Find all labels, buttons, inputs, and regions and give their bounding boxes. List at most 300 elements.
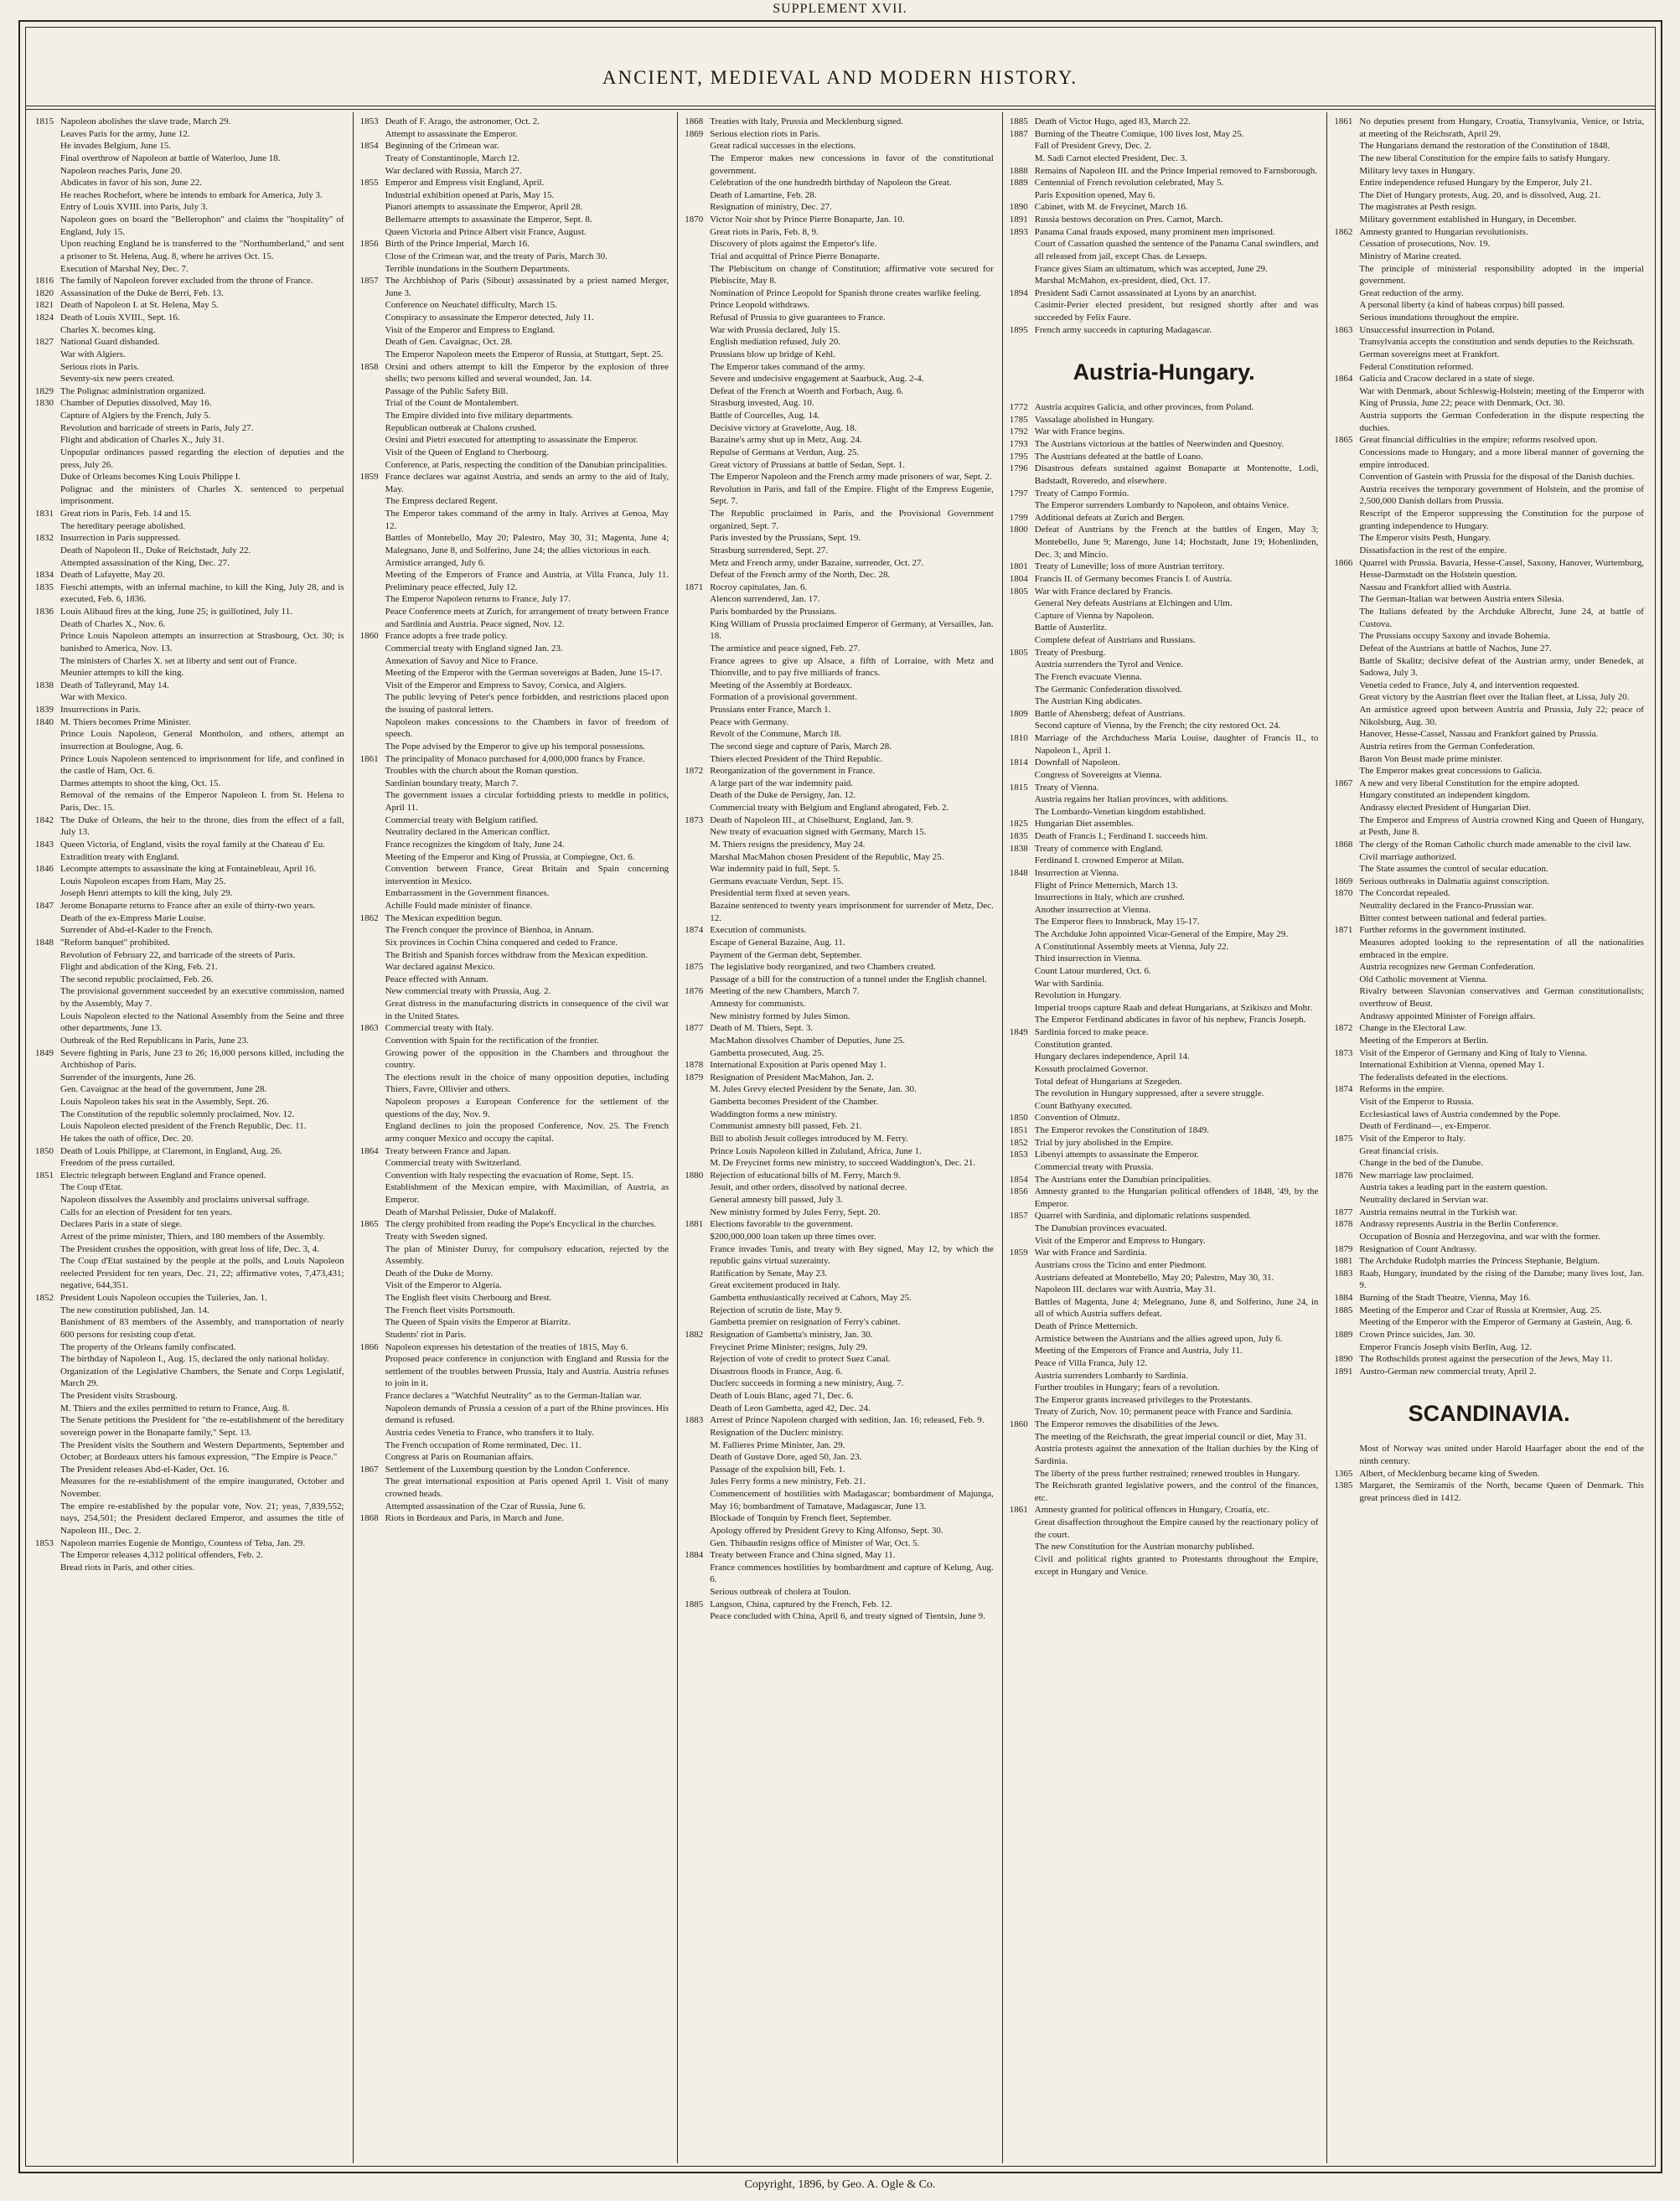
history-entry — [685, 324, 994, 337]
history-entry — [1010, 904, 1319, 917]
history-entry — [685, 1316, 994, 1329]
history-entry — [1334, 1181, 1644, 1194]
entry-year: 1839 — [35, 705, 54, 715]
entry-text: No deputies present from Hungary, Croatia, Transylvania, Venice, or Istria, at meeting of the Reichsrath, April 29. — [1359, 116, 1644, 139]
history-entry — [360, 655, 669, 668]
entry-year — [685, 1133, 710, 1145]
entry-year — [360, 1475, 385, 1500]
entry-year — [360, 1292, 385, 1305]
history-entry — [1334, 1341, 1644, 1354]
entry-text: Death of Francis I.; Ferdinand I. succeeds him. — [1034, 831, 1208, 842]
entry-text: Great reduction of the army. — [1359, 287, 1464, 298]
entry-text: The legislative body reorganized, and two Chambers created. — [710, 962, 936, 973]
entry-year: 1848 — [35, 937, 54, 948]
entry-year — [685, 691, 710, 704]
entry-year — [360, 251, 385, 263]
entry-text: The Duke of Orleans, the heir to the throne, dies from the effect of a fall, July 13. — [60, 814, 344, 838]
entry-year: 1887 — [1009, 128, 1028, 139]
history-entry — [360, 1170, 669, 1182]
history-entry — [685, 434, 994, 447]
history-entry — [1010, 128, 1319, 141]
entry-text: Payment of the German debt, September. — [710, 949, 862, 960]
entry-text: Queen Victoria, of England, visits the royal family at the Chateau d' Eu. — [60, 839, 326, 850]
history-entry — [360, 765, 669, 778]
entry-text: Strasburg invested, Aug. 10. — [710, 398, 814, 409]
entry-year — [685, 1316, 710, 1329]
entry-text: Prince Louis Napoleon, General Montholon, and others, attempt an insurrection at Boulogne, Aug. 6. — [60, 729, 344, 752]
entry-text: Austria remains neutral in the Turkish war. — [1359, 1206, 1517, 1217]
entry-year — [1010, 1235, 1035, 1248]
history-entry — [360, 336, 669, 349]
history-entry — [1334, 226, 1644, 239]
history-entry — [360, 789, 669, 814]
entry-year: 1827 — [35, 337, 54, 348]
entry-text: Meeting of the Emperor and Czar of Russia at Kremsier, Aug. 25. — [1359, 1305, 1602, 1315]
history-entry — [1010, 818, 1319, 830]
entry-year — [360, 1501, 385, 1513]
entry-text: Peace concluded with China, April 6, and treaty signed of Tientsin, June 9. — [710, 1611, 985, 1622]
history-entry — [35, 581, 344, 606]
entry-year — [685, 606, 710, 618]
supplement-label: SUPPLEMENT XVII. — [773, 2, 907, 16]
history-entry — [35, 1464, 344, 1476]
history-entry — [1334, 1010, 1644, 1023]
history-entry — [1334, 336, 1644, 349]
entry-text: Change in the bed of the Danube. — [1359, 1158, 1483, 1169]
history-entry — [35, 532, 344, 545]
entry-year — [360, 679, 385, 692]
entry-text: Sardinia forced to make peace. — [1034, 1027, 1149, 1038]
entry-text: Terrible inundations in the Southern Departments. — [385, 263, 570, 274]
history-entry — [360, 312, 669, 324]
entry-text: Settlement of the Luxemburg question by the London Conference. — [385, 1464, 630, 1475]
history-entry — [35, 471, 344, 483]
history-entry — [1334, 165, 1644, 178]
entry-text: Thiers elected President of the Third Republic. — [710, 753, 883, 764]
entry-text: The Emperor takes command of the army in Italy. Arrives at Genoa, May 12. — [385, 509, 669, 531]
entry-year: 1875 — [1334, 1133, 1353, 1144]
history-entry — [35, 814, 344, 839]
section-heading: Austria-Hungary. — [1073, 359, 1255, 385]
entry-text: Passage of the Public Safety Bill. — [385, 385, 509, 396]
entry-text: Austria cedes Venetia to France, who transfers it to Italy. — [385, 1427, 594, 1438]
history-entry — [1010, 524, 1319, 561]
entry-text: New ministry formed by Jules Simon. — [710, 1010, 850, 1021]
history-entry — [1010, 1051, 1319, 1063]
entry-text: The Austrians enter the Danubian principalities. — [1034, 1174, 1212, 1185]
entry-year: 1858 — [359, 361, 379, 372]
entry-text: The revolution in Hungary suppressed, after a severe struggle. — [1034, 1088, 1264, 1099]
history-entry — [1334, 557, 1644, 581]
entry-year — [360, 1231, 385, 1243]
history-entry — [1010, 1357, 1319, 1370]
entry-text: President Louis Napoleon occupies the Tuileries, Jan. 1. — [60, 1293, 267, 1303]
entry-year — [35, 618, 60, 631]
entry-text: Casimir-Perier elected president, but resigned shortly after and was succeeded by Felix Faure. — [1034, 300, 1319, 323]
history-entry — [1010, 1149, 1319, 1161]
entry-year: 1878 — [1334, 1219, 1353, 1230]
entry-text: German sovereigns meet at Frankfort. — [1359, 349, 1500, 359]
entry-text: Prince Louis Napoleon attempts an insurrection at Strasbourg, Oct. 30; is banished to America, Nov. 13. — [60, 631, 344, 654]
entry-year — [1334, 1194, 1359, 1206]
history-entry — [1334, 1443, 1644, 1467]
entry-text: War with France begins. — [1034, 426, 1125, 437]
entry-year — [360, 998, 385, 1022]
entry-year — [1010, 1443, 1035, 1467]
history-entry — [35, 1083, 344, 1096]
history-entry — [1010, 1541, 1319, 1553]
entry-text: Trial by jury abolished in the Empire. — [1034, 1137, 1174, 1148]
entry-year — [685, 974, 710, 986]
entry-text: Austrians defeated at Montebello, May 20; Palestro, May 30, 31. — [1034, 1272, 1274, 1283]
entry-text: The Emperor releases 4,312 political offenders, Feb. 2. — [60, 1550, 264, 1561]
entry-year — [685, 1010, 710, 1023]
history-entry — [360, 1218, 669, 1231]
entry-year — [35, 1341, 60, 1354]
history-entry — [360, 1292, 669, 1305]
history-entry — [35, 1562, 344, 1574]
entry-year: 1883 — [685, 1415, 704, 1426]
history-entry — [685, 1194, 994, 1206]
history-entry — [360, 1035, 669, 1047]
entry-text: Congress at Paris on Roumanian affairs. — [385, 1452, 534, 1463]
history-entry — [360, 900, 669, 912]
entry-text: Flight and abdication of Charles X., July 31. — [60, 435, 225, 446]
entry-text: Imperial troops capture Raab and defeat Hungarians, at Szikiszo and Mohr. — [1034, 1002, 1312, 1013]
history-entry — [685, 1366, 994, 1378]
entry-year — [360, 569, 385, 593]
entry-text: Treaty of commerce with England. — [1034, 843, 1164, 854]
entry-text: France declares a "Watchful Neutrality" as to the German-Italian war. — [385, 1391, 642, 1401]
entry-year — [1010, 140, 1035, 152]
entry-text: Marriage of the Archduchess Maria Louise, daughter of Francis II., to Napoleon I., April 1. — [1034, 733, 1319, 756]
history-entry — [685, 1451, 994, 1464]
entry-year — [360, 397, 385, 410]
entry-year — [1334, 299, 1359, 312]
entry-text: Orsini and others attempt to kill the Emperor by the explosion of three shells; two persons killed and several wounded, Jan. 14. — [385, 361, 669, 385]
entry-year — [35, 1035, 60, 1047]
history-entry — [35, 1047, 344, 1072]
entry-text: Visit of the Emperor to Italy. — [1359, 1133, 1465, 1144]
history-entry — [1334, 655, 1644, 679]
history-entry — [1010, 757, 1319, 769]
entry-text: Federal Constitution reformed. — [1359, 361, 1474, 372]
entry-text: Serious election riots in Paris. — [710, 128, 820, 139]
entry-year: 1863 — [359, 1023, 379, 1034]
history-entry — [1334, 593, 1644, 606]
entry-text: Serious inundations throughout the empire. — [1359, 313, 1519, 323]
entry-text: Measures for the re-establishment of the empire inaugurated, October and November. — [60, 1476, 344, 1499]
entry-text: Austria recognizes new German Confederation. — [1359, 962, 1536, 973]
entry-text: A new and very liberal Constitution for the empire adopted. — [1359, 778, 1580, 788]
entry-text: Death of the ex-Empress Marie Louise. — [60, 912, 206, 923]
history-entry — [1334, 116, 1644, 140]
entry-text: Celebration of the one hundredth birthday of Napoleon the Great. — [710, 178, 952, 189]
entry-year: 1797 — [1009, 488, 1028, 499]
entry-year — [1010, 855, 1035, 867]
history-entry — [1334, 851, 1644, 864]
history-entry — [35, 214, 344, 238]
history-entry — [35, 1194, 344, 1206]
entry-text: Battles of Montebello, May 20; Palestro, May 30, 31; Magenta, June 4; Malegnano, June 8, and Solferino, June 24; the allies victorious in each. — [385, 533, 669, 555]
entry-year — [685, 1341, 710, 1354]
entry-text: Convention with Italy respecting the evacuation of Rome, Sept. 15. — [385, 1170, 633, 1181]
history-entry — [1010, 451, 1319, 463]
entry-text: French army succeeds in capturing Madagascar. — [1034, 324, 1212, 335]
history-entry — [35, 520, 344, 533]
history-entry — [1010, 1124, 1319, 1137]
entry-text: Louis Napoleon elected president of the French Republic, Dec. 11. — [60, 1121, 307, 1132]
history-entry — [1334, 1133, 1644, 1145]
history-entry — [1334, 361, 1644, 374]
history-entry — [685, 373, 994, 385]
entry-text: Austrians cross the Ticino and enter Piedmont. — [1034, 1259, 1207, 1270]
entry-year: 1868 — [359, 1513, 379, 1524]
history-entry — [35, 974, 344, 986]
entry-text: M. Sadi Carnot elected President, Dec. 3. — [1034, 152, 1187, 163]
history-entry — [1010, 1370, 1319, 1382]
entry-year — [360, 128, 385, 141]
entry-year — [1010, 928, 1035, 941]
history-entry — [360, 508, 669, 532]
entry-text: The Prussians occupy Saxony and invade Bohemia. — [1359, 631, 1550, 642]
entry-year — [1010, 1272, 1035, 1284]
entry-text: Battle of Courcelles, Aug. 14. — [710, 411, 820, 421]
history-entry — [1334, 704, 1644, 728]
entry-year: 1891 — [1334, 1366, 1353, 1377]
history-entry — [685, 985, 994, 998]
entry-year: 1872 — [685, 766, 704, 777]
history-entry — [35, 887, 344, 900]
entry-text: The Diet of Hungary protests, Aug. 20, and is dissolved, Aug. 21. — [1359, 189, 1601, 200]
entry-year: 1816 — [35, 276, 54, 287]
entry-text: Bellemarre attempts to assassinate the Emperor, Sept. 8. — [385, 214, 592, 225]
entry-year — [360, 447, 385, 459]
entry-year — [360, 1035, 385, 1047]
entry-year — [35, 1194, 60, 1206]
history-entry — [1010, 488, 1319, 500]
history-entry — [360, 263, 669, 276]
entry-year — [1010, 275, 1035, 287]
history-entry — [1010, 414, 1319, 426]
history-entry — [360, 1439, 669, 1452]
entry-text: The Archbishop of Paris (Sibour) assassinated by a priest named Merger, June 3. — [385, 276, 669, 298]
history-entry — [360, 324, 669, 337]
entry-text: Prussians blow up bridge of Kehl. — [710, 349, 835, 359]
entry-text: The ministers of Charles X. set at liberty and sent out of France. — [60, 655, 297, 666]
entry-text: Remains of Napoleon III. and the Prince Imperial removed to Farnsborough. — [1034, 165, 1318, 176]
history-entry — [360, 679, 669, 692]
entry-text: Passage of a bill for the construction of a tunnel under the English channel. — [710, 974, 987, 984]
entry-year — [360, 1047, 385, 1072]
entry-text: Austria surrenders the Tyrol and Venice. — [1034, 659, 1184, 670]
entry-year — [35, 1353, 60, 1366]
history-entry — [1334, 410, 1644, 434]
entry-year — [1334, 1120, 1359, 1133]
history-entry — [35, 985, 344, 1010]
history-entry — [35, 299, 344, 312]
history-entry — [1010, 782, 1319, 794]
history-entry — [1010, 978, 1319, 990]
entry-year: 1850 — [35, 1145, 54, 1156]
entry-year — [1010, 610, 1035, 623]
entry-year — [685, 349, 710, 361]
entry-year — [1010, 1284, 1035, 1296]
entry-text: The Empress declared Regent. — [385, 496, 498, 507]
history-entry — [35, 1403, 344, 1415]
entry-text: Unpopular ordinances passed regarding the election of deputies and the press, July 26. — [60, 447, 344, 470]
history-entry — [685, 483, 994, 508]
entry-year — [35, 789, 60, 814]
entry-year: 1815 — [35, 116, 54, 127]
history-entry — [1010, 1210, 1319, 1222]
history-entry — [360, 912, 669, 925]
entry-text: New commercial treaty with Prussia, Aug. 2. — [385, 986, 551, 997]
history-entry — [685, 349, 994, 361]
history-entry — [685, 214, 994, 226]
history-entry — [1334, 1194, 1644, 1206]
entry-text: Treaty between France and China signed, May 11. — [710, 1550, 896, 1561]
entry-text: Insurrection at Vienna. — [1034, 867, 1119, 878]
entry-text: Surrender of the insurgents, June 26. — [60, 1072, 196, 1082]
entry-text: Death of Louis XVIII., Sept. 16. — [60, 313, 180, 323]
entry-text: Final overthrow of Napoleon at battle of Waterloo, June 18. — [60, 152, 281, 163]
entry-year — [1334, 545, 1359, 557]
history-entry — [685, 226, 994, 239]
entry-text: Treaty of Presburg. — [1034, 647, 1106, 658]
entry-year — [360, 765, 385, 778]
entry-text: Civil marriage authorized. — [1359, 851, 1457, 862]
history-entry — [1334, 1366, 1644, 1378]
entry-year — [35, 361, 60, 374]
entry-text: Blockade of Tonquin by French fleet, September. — [710, 1513, 892, 1524]
entry-year — [35, 152, 60, 165]
entry-text: Repulse of Germans at Verdun, Aug. 25. — [710, 447, 860, 457]
entry-year — [35, 630, 60, 654]
entry-year — [685, 385, 710, 398]
entry-text: Conspiracy to assassinate the Emperor detected, July 11. — [385, 313, 594, 323]
history-entry — [35, 1255, 344, 1292]
history-entry — [360, 1268, 669, 1280]
entry-text: M. Fallieres Prime Minister, Jan. 29. — [710, 1439, 845, 1450]
history-entry — [35, 655, 344, 668]
history-entry — [1010, 855, 1319, 867]
history-entry — [1334, 1035, 1644, 1047]
history-entry — [1334, 839, 1644, 851]
history-entry — [360, 1243, 669, 1268]
entry-text: The President visits the Southern and Western Departments, September and October; at Bordeaux utters his famous expression, "The Empire is Peace." — [60, 1439, 344, 1463]
entry-year: 1885 — [685, 1599, 704, 1609]
entry-year — [1010, 1516, 1035, 1541]
entry-year: 1882 — [685, 1329, 704, 1340]
history-entry — [360, 1072, 669, 1096]
entry-year — [1334, 201, 1359, 214]
entry-text: Andrassy appointed Minister of Foreign affairs. — [1359, 1010, 1536, 1021]
entry-year — [685, 1096, 710, 1108]
history-entry — [35, 545, 344, 557]
entry-text: Decisive victory at Gravelotte, Aug. 18. — [710, 422, 857, 433]
entry-year — [360, 1451, 385, 1464]
entry-text: A Constitutional Assembly meets at Vienna, July 22. — [1034, 941, 1229, 952]
entry-year — [1334, 1316, 1359, 1329]
entry-year: 1838 — [1009, 843, 1028, 854]
history-entry — [685, 508, 994, 532]
history-entry — [360, 974, 669, 986]
entry-text: The principle of ministerial responsibility adopted in the imperial government. — [1359, 263, 1644, 287]
history-entry — [360, 937, 669, 949]
entry-year: 1830 — [35, 398, 54, 409]
entry-text: Death of F. Arago, the astronomer, Oct. 2. — [385, 116, 540, 127]
history-entry — [1010, 867, 1319, 880]
entry-text: The President crushes the opposition, with great loss of life, Dec. 3, 4. — [60, 1243, 319, 1254]
entry-text: Paris bombarded by the Prussians. — [710, 607, 837, 617]
entry-text: France declares war against Austria, and sends an army to the aid of Italy, May. — [385, 472, 669, 494]
history-entry — [1010, 708, 1319, 721]
history-entry — [35, 1035, 344, 1047]
entry-text: The hereditary peerage abolished. — [60, 520, 186, 531]
entry-year — [360, 1427, 385, 1439]
history-entry — [1010, 1161, 1319, 1174]
history-entry — [1334, 974, 1644, 986]
entry-year — [1334, 471, 1359, 483]
entry-text: War with Denmark, about Schleswig-Holstein; meeting of the Emperor with King of Prussia, June 22; peace with Denmark, Oct. 30. — [1359, 385, 1644, 409]
history-entry — [35, 1292, 344, 1305]
history-entry — [35, 1170, 344, 1182]
entry-year — [685, 1047, 710, 1060]
entry-text: The clergy of the Roman Catholic church made amenable to the civil law. — [1359, 839, 1631, 850]
entry-year — [1010, 1406, 1035, 1418]
entry-text: The new Constitution for the Austrian monarchy published. — [1034, 1542, 1254, 1553]
entry-year: 1884 — [1334, 1293, 1353, 1303]
history-entry — [1334, 1268, 1644, 1292]
entry-text: Additional defeats at Zurich and Bergen. — [1034, 512, 1186, 523]
history-entry — [35, 1305, 344, 1317]
entry-text: Amnesty granted to the Hungarian political offenders of 1848, '49, by the Emperor. — [1034, 1186, 1319, 1209]
entry-year — [360, 1403, 385, 1427]
history-entry — [1010, 201, 1319, 214]
entry-year — [35, 1549, 60, 1562]
history-entry — [360, 1279, 669, 1292]
entry-year — [685, 1427, 710, 1439]
entry-year — [1334, 655, 1359, 679]
entry-text: Calls for an election of President for ten years. — [60, 1206, 232, 1217]
entry-text: Defeat of the French army of the North, Dec. 28. — [710, 570, 891, 581]
entry-year: 1832 — [35, 533, 54, 544]
entry-text: Lecompte attempts to assassinate the king at Fontainebleau, April 16. — [60, 864, 317, 875]
entry-year — [1010, 941, 1035, 953]
entry-year: 1854 — [359, 141, 379, 152]
entry-text: A personal liberty (a kind of habeas corpus) bill passed. — [1359, 300, 1565, 311]
entry-text: Treaty with Sweden signed. — [385, 1231, 488, 1242]
entry-year — [685, 410, 710, 422]
entry-text: Abdicates in favor of his son, June 22. — [60, 178, 202, 189]
history-entry — [685, 900, 994, 924]
entry-text: Discovery of plots against the Emperor's life. — [710, 239, 877, 250]
entry-text: The liberty of the press further restrained; renewed troubles in Hungary. — [1034, 1468, 1300, 1479]
entry-text: $200,000,000 loan taken up three times over. — [710, 1231, 876, 1242]
entry-year — [360, 422, 385, 435]
entry-year — [1334, 483, 1359, 508]
entry-text: Germans evacuate Verdun, Sept. 15. — [710, 876, 844, 886]
history-entry — [35, 606, 344, 618]
entry-year: 1799 — [1009, 512, 1028, 523]
entry-text: Treaty of Zurich, Nov. 10; permanent peace with France and Sardinia. — [1034, 1407, 1294, 1418]
entry-text: National Guard disbanded. — [60, 337, 160, 348]
history-entry — [35, 1181, 344, 1194]
history-entry — [1010, 1394, 1319, 1407]
entry-year: 1831 — [35, 509, 54, 519]
entry-text: Francis II. of Germany becomes Francis I. of Austria. — [1034, 573, 1233, 584]
